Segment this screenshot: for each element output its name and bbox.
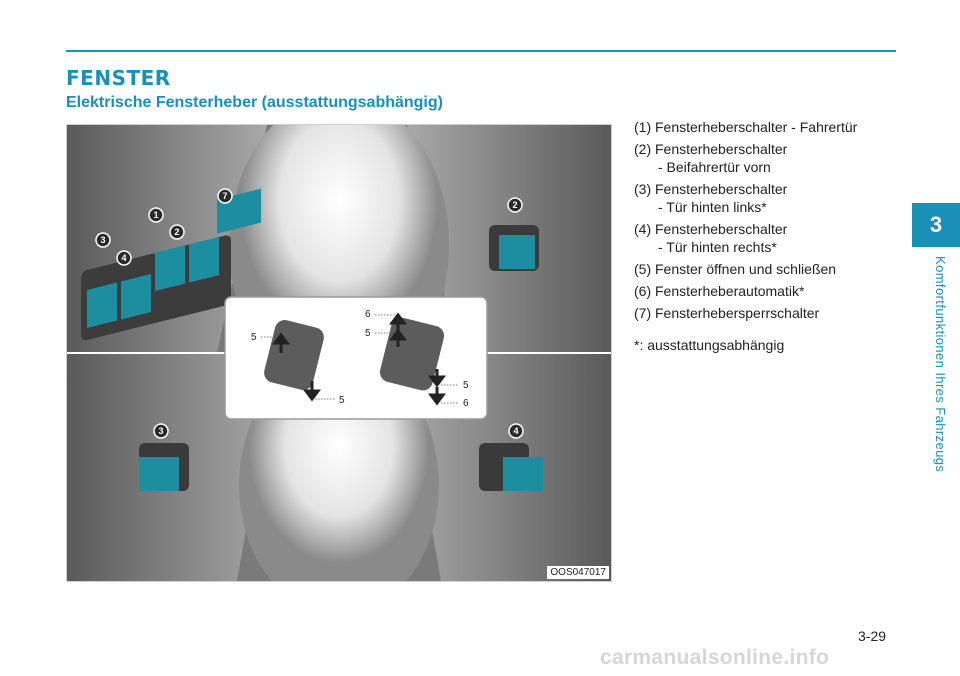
callout-4: 4 <box>121 253 127 263</box>
detail-label: 6 <box>463 398 469 409</box>
callout-3-rear: 3 <box>158 426 164 436</box>
callout-3: 3 <box>100 235 106 245</box>
legend-note: *: ausstattungsabhängig <box>634 337 785 353</box>
chapter-label: Komfortfunktionen Ihres Fahrzeugs <box>933 256 948 473</box>
detail-label: 5 <box>251 332 257 343</box>
detail-label: 5 <box>463 380 469 391</box>
window-switch-figure <box>66 124 612 582</box>
legend-item: (3) Fensterheberschalter - Tür hinten links* <box>634 181 788 215</box>
detail-label: 6 <box>365 309 371 320</box>
callout-2-passenger: 2 <box>512 200 518 210</box>
legend-item: (1) Fensterheberschalter - Fahrertür <box>634 119 858 135</box>
figure-code: OOS047017 <box>547 566 609 579</box>
watermark: carmanualsonline.info <box>600 646 830 669</box>
callout-2: 2 <box>174 227 180 237</box>
callout-7: 7 <box>222 191 228 201</box>
switch-detail-inset <box>225 297 487 419</box>
section-title: FENSTER <box>66 66 171 90</box>
detail-label: 5 <box>365 328 371 339</box>
top-rule <box>66 50 896 52</box>
legend-item: (6) Fensterheberautomatik* <box>634 283 805 299</box>
legend-item: (2) Fensterheberschalter - Beifahrertür vorn <box>634 141 788 175</box>
chapter-tab: 3 <box>912 203 960 247</box>
legend-item: (7) Fensterhebersperrschalter <box>634 305 820 321</box>
page-number: 3-29 <box>858 628 887 644</box>
figure-illustration <box>67 125 611 581</box>
callout-1: 1 <box>153 210 159 220</box>
legend-item: (4) Fensterheberschalter - Tür hinten rechts* <box>634 221 788 255</box>
legend-item: (5) Fenster öffnen und schließen <box>634 261 837 277</box>
detail-label: 5 <box>339 395 345 406</box>
legend <box>634 118 904 354</box>
subtitle: Elektrische Fensterheber (ausstattungsabhängig) <box>66 94 443 111</box>
callout-4-rear: 4 <box>513 426 519 436</box>
